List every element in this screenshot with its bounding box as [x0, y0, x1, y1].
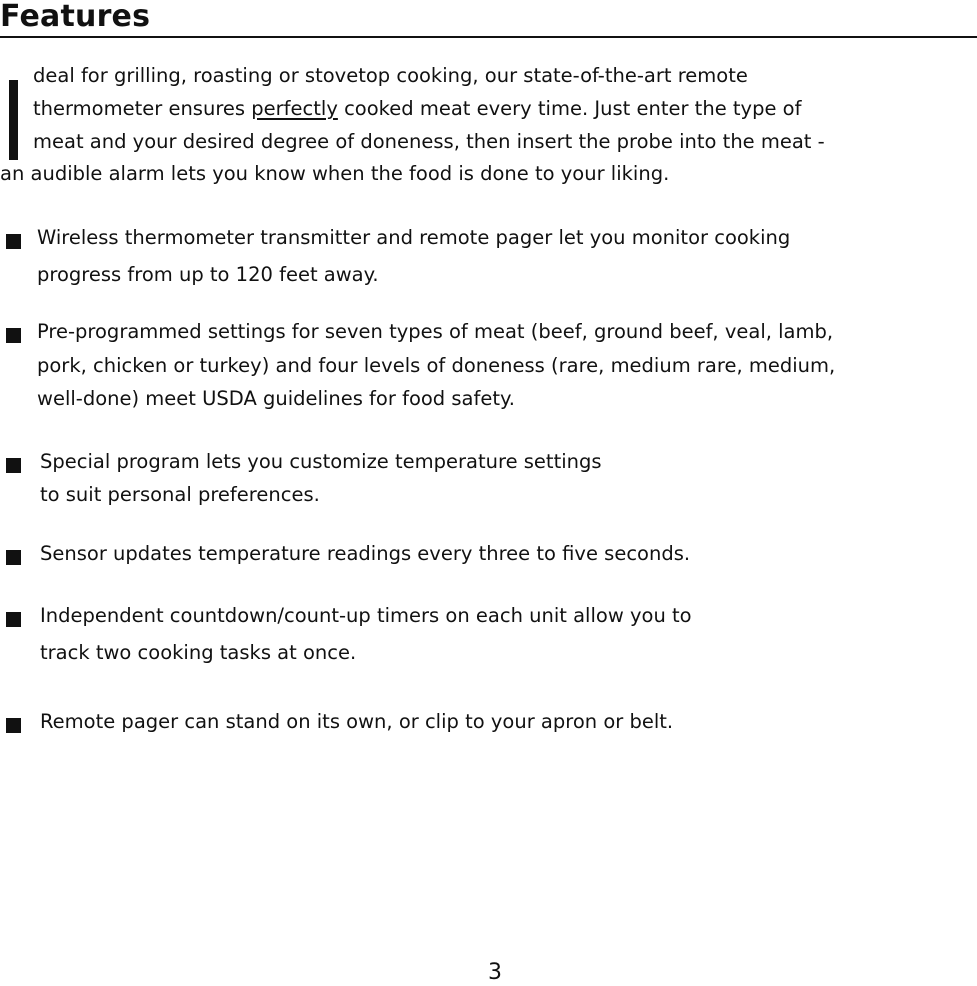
intro-line-2-start: thermometer ensures	[33, 97, 252, 120]
feature-line: Sensor updates temperature readings every three to five seconds.	[40, 542, 691, 565]
feature-line: track two cooking tasks at once.	[40, 641, 357, 664]
heading-rule	[0, 36, 977, 38]
bullet-square-icon	[6, 458, 21, 473]
intro-line-3: meat and your desired degree of doneness, then insert the probe into the meat -	[33, 130, 825, 153]
feature-line: well-done) meet USDA guidelines for food safety.	[37, 387, 515, 410]
feature-line: pork, chicken or turkey) and four levels of doneness (rare, medium rare, medium,	[37, 354, 836, 377]
bullet-square-icon	[6, 718, 21, 733]
feature-line: to suit personal preferences.	[40, 483, 320, 506]
intro-line-4: an audible alarm lets you know when the food is done to your liking.	[0, 162, 670, 185]
intro-line-2-end: cooked meat every time. Just enter the type of	[337, 97, 802, 120]
intro-line-1: deal for grilling, roasting or stovetop cooking, our state-of-the-art remote	[33, 64, 748, 87]
feature-line: Pre-programmed settings for seven types of meat (beef, ground beef, veal, lamb,	[37, 320, 834, 343]
feature-line: Independent countdown/count-up timers on each unit allow you to	[40, 604, 692, 627]
bullet-square-icon	[6, 328, 21, 343]
bullet-square-icon	[6, 612, 21, 627]
feature-line: Special program lets you customize temperature settings	[40, 450, 602, 473]
drop-cap-letter	[9, 80, 18, 160]
bullet-square-icon	[6, 550, 21, 565]
page-title: Features	[0, 0, 151, 34]
page-number: 3	[488, 960, 502, 985]
feature-line: Wireless thermometer transmitter and remote pager let you monitor cooking	[37, 226, 791, 249]
bullet-square-icon	[6, 234, 21, 249]
intro-line-2	[33, 97, 801, 121]
underlined-word: perfectly	[251, 97, 338, 120]
feature-line: progress from up to 120 feet away.	[37, 263, 379, 286]
feature-line: Remote pager can stand on its own, or clip to your apron or belt.	[40, 710, 674, 733]
